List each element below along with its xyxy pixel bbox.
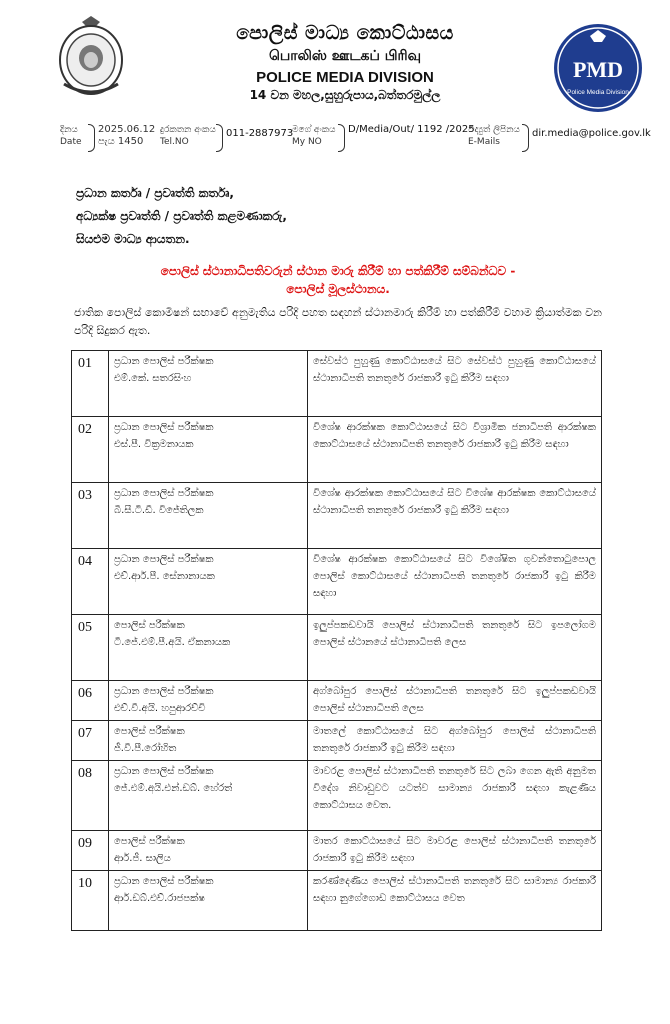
table-row <box>72 681 602 721</box>
brace <box>522 124 529 152</box>
officer-cell <box>109 721 308 761</box>
officer-cell <box>109 681 308 721</box>
email-label-en: E-Mails <box>468 137 500 147</box>
officer-name: ජේ.එම්.අයි.එන්.ඩබ්. හේරත් <box>114 783 233 794</box>
officer-name: ජී.වී.පී.රෝහිත <box>114 743 177 754</box>
transfer-description: විශේෂ ආරක්ෂක කොට්ඨාසයේ සිට විශේෂ ආරක්ෂක කොට්ඨාසයේ ස්ථානාධිපති තනතුරේ රාජකාරී ඉටු කිරීම සඳහා <box>308 483 602 549</box>
office-address: 14 වන මහල,සුහුරුපාය,බත්තරමුල්ල <box>249 88 441 102</box>
table-row <box>72 483 602 549</box>
email-label-si: විද්‍යුත් ලිපිනය <box>468 125 520 135</box>
row-number: 09 <box>72 831 109 871</box>
tel-label-si: දුරකතන අංකය <box>160 125 216 135</box>
table-row <box>72 417 602 483</box>
transfer-description: අග්බෝපුර පොලිස් ස්ථානාධිපති තනතුරේ සිට ඉලුප්පකඩවායි පොලිස් ස්ථානාධිපති ලෙස <box>308 681 602 721</box>
addressee-line: සියළුම මාධ්‍ය ආයතන. <box>76 232 190 246</box>
officer-rank: ප්‍රධාන පොලිස් පරීක්ෂක <box>114 876 214 887</box>
officer-rank: ප්‍රධාන පොලිස් පරීක්ෂක <box>114 488 214 499</box>
officer-cell <box>109 831 308 871</box>
date-label-si: දිනය <box>60 125 78 135</box>
subject-line-2: පොලිස් මූලස්ථානය. <box>286 282 390 296</box>
officer-name: බී.සී.ටී.ඩී. විජේතිලක <box>114 505 204 516</box>
table-row <box>72 831 602 871</box>
officer-rank: පොලිස් පරීක්ෂක <box>114 726 185 737</box>
transfers-table <box>71 350 602 931</box>
officer-rank: ප්‍රධාන පොලිස් පරීක්ෂක <box>114 422 214 433</box>
date-value: 2025.06.12 <box>98 124 156 135</box>
addressee-line: ප්‍රධාන කර්තෘ / ප්‍රවෘත්ති කර්තෘ, <box>76 186 234 200</box>
intro-paragraph: ජාතික පොලිස් කොමිෂන් සභාවේ අනුමැතිය පරිදි පහත සඳහන් ස්ථානමාරු කිරීම් හා පත්කිරීම් වහාම ක්‍රියාත්මක වන පරිදි සිදුකර ඇත. <box>74 306 602 337</box>
transfer-description: සේවස්ථ පුහුණු කොට්ඨාසයේ සිට සේවස්ථ පුහුණු කොට්ඨාසයේ ස්ථානාධිපති තනතුරේ රාජකාරී ඉටු කිරීම සඳහා <box>308 351 602 417</box>
officer-cell <box>109 761 308 831</box>
row-number: 10 <box>72 871 109 931</box>
time-value: පැය 1450 <box>98 136 144 147</box>
officer-rank: පොලිස් පරීක්ෂක <box>114 836 185 847</box>
pmd-logo-text: PMD <box>572 57 624 82</box>
row-number: 05 <box>72 615 109 681</box>
officer-name: ටී.ජේ.එම්.පී.අයි. ඒකනායක <box>114 637 231 648</box>
table-row <box>72 761 602 831</box>
officer-cell <box>109 417 308 483</box>
letterhead <box>0 0 670 112</box>
title-sinhala: පොලිස් මාධ්‍ය කොට්ඨාසය <box>236 22 454 44</box>
officer-rank: ප්‍රධාන පොලිස් පරීක්ෂක <box>114 686 214 697</box>
addressee-block <box>76 182 287 251</box>
subject-line-1: පොලිස් ස්ථානාධිපතිවරුන් ස්ථාන මාරු කිරීම් හා පත්කිරීම් සම්බන්ධව - <box>160 264 516 278</box>
tel-value: 011-2887973 <box>226 128 294 139</box>
date-label-en: Date <box>60 137 82 147</box>
row-number: 07 <box>72 721 109 761</box>
title-tamil: பொலிஸ் ஊடகப் பிரிவு <box>268 48 422 64</box>
myno-value: D/Media/Out/ 1192 /2025 <box>348 124 475 135</box>
row-number: 08 <box>72 761 109 831</box>
addressee-line: අධ්‍යක්ෂ ප්‍රවෘත්ති / ප්‍රවෘත්ති කළමණාකරු, <box>76 209 287 223</box>
transfer-description: මාතර කොට්ඨාසයේ සිට මාවරළ පොලිස් ස්ථානාධිපති තනතුරේ රාජකාරී ඉටු කිරීම සඳහා <box>308 831 602 871</box>
reference-bar <box>60 124 651 154</box>
officer-rank: ප්‍රධාන පොලිස් පරීක්ෂක <box>114 356 214 367</box>
brace <box>216 124 223 152</box>
transfer-description: මාතලේ කොට්ඨාසයේ සිට අග්බෝපුර පොලිස් ස්ථානාධිපති තනතුරේ රාජකාරී ඉටු කිරීම සඳහා <box>308 721 602 761</box>
row-number: 02 <box>72 417 109 483</box>
table-row <box>72 351 602 417</box>
officer-cell <box>109 871 308 931</box>
officer-name: එම්.කේ. සතරසිංහ <box>114 373 192 384</box>
officer-rank: පොලිස් පරීක්ෂක <box>114 620 185 631</box>
pmd-logo-subtext: Police Media Division <box>567 89 629 96</box>
officer-cell <box>109 483 308 549</box>
transfer-description: ඉලුප්පකඩවායි පොලිස් ස්ථානාධිපති තනතුරේ සිට ඉපලෝගම පොලිස් ස්ථානයේ ස්ථානාධිපති ලෙස <box>308 615 602 681</box>
table-row <box>72 721 602 761</box>
officer-name: එච්.ආර්.පී. සේනානායක <box>114 571 215 582</box>
transfer-description: විශේෂ ආරක්ෂක කොට්ඨාසයේ සිට විශේෂිත ගුවන්තොටුපොල පොලිස් කොට්ඨාසයේ ස්ථානාධිපති තනතුරේ රාජකාරී ඉටු කිරීම සඳහා <box>308 549 602 615</box>
officer-name: ආර්.ඩබ්.එච්.රාජපක්ෂ <box>114 893 206 904</box>
officer-cell <box>109 615 308 681</box>
table-row <box>72 871 602 931</box>
officer-name: ආර්.ජී. සාලිය <box>114 853 171 864</box>
officer-rank: ප්‍රධාන පොලිස් පරීක්ෂක <box>114 766 214 777</box>
transfer-description: කරණ්දෙණිය පොලිස් ස්ථානාධිපති තනතුරේ සිට සාමාන්‍ය රාජකාරී සඳහා නුගේගොඩ කොට්ඨාසය වෙත <box>308 871 602 931</box>
title-english: POLICE MEDIA DIVISION <box>256 69 434 86</box>
row-number: 01 <box>72 351 109 417</box>
myno-label-si: මගේ අංකය <box>292 125 336 135</box>
brace <box>88 124 95 152</box>
officer-cell <box>109 549 308 615</box>
row-number: 03 <box>72 483 109 549</box>
table-row <box>72 549 602 615</box>
transfer-description: විශේෂ ආරක්ෂක කොට්ඨාසයේ සිට විශ්‍රාමික ජනාධිපති ආරක්ෂක කොට්ඨාසයේ ස්ථානාධිපති තනතුරේ රාජකාරී ඉටු කිරීම සඳහා <box>308 417 602 483</box>
officer-rank: ප්‍රධාන පොලිස් පරීක්ෂක <box>114 554 214 565</box>
tel-label-en: Tel.NO <box>160 137 189 147</box>
officer-name: එච්.වී.අයි. හපුආරච්චි <box>114 703 206 714</box>
brace <box>338 124 345 152</box>
myno-label-en: My NO <box>292 137 322 147</box>
transfer-description: මාවරළ පොලිස් ස්ථානාධිපති තනතුරේ සිට ලබා ගෙන ඇති අනුමත විදේශ නිවාඩුවට යටත්ව සාමාන්‍ය රාජකාරී සඳහා කැළණිය කොට්ඨාසය වෙත. <box>308 761 602 831</box>
row-number: 04 <box>72 549 109 615</box>
officer-cell <box>109 351 308 417</box>
pmd-logo <box>552 22 644 114</box>
subject-heading <box>74 262 602 298</box>
email-value: dir.media@police.gov.lk <box>532 128 651 139</box>
police-crest-icon <box>56 14 126 98</box>
table-row <box>72 615 602 681</box>
officer-name: එස්.පී. වික්‍රමනායක <box>114 439 194 450</box>
row-number: 06 <box>72 681 109 721</box>
